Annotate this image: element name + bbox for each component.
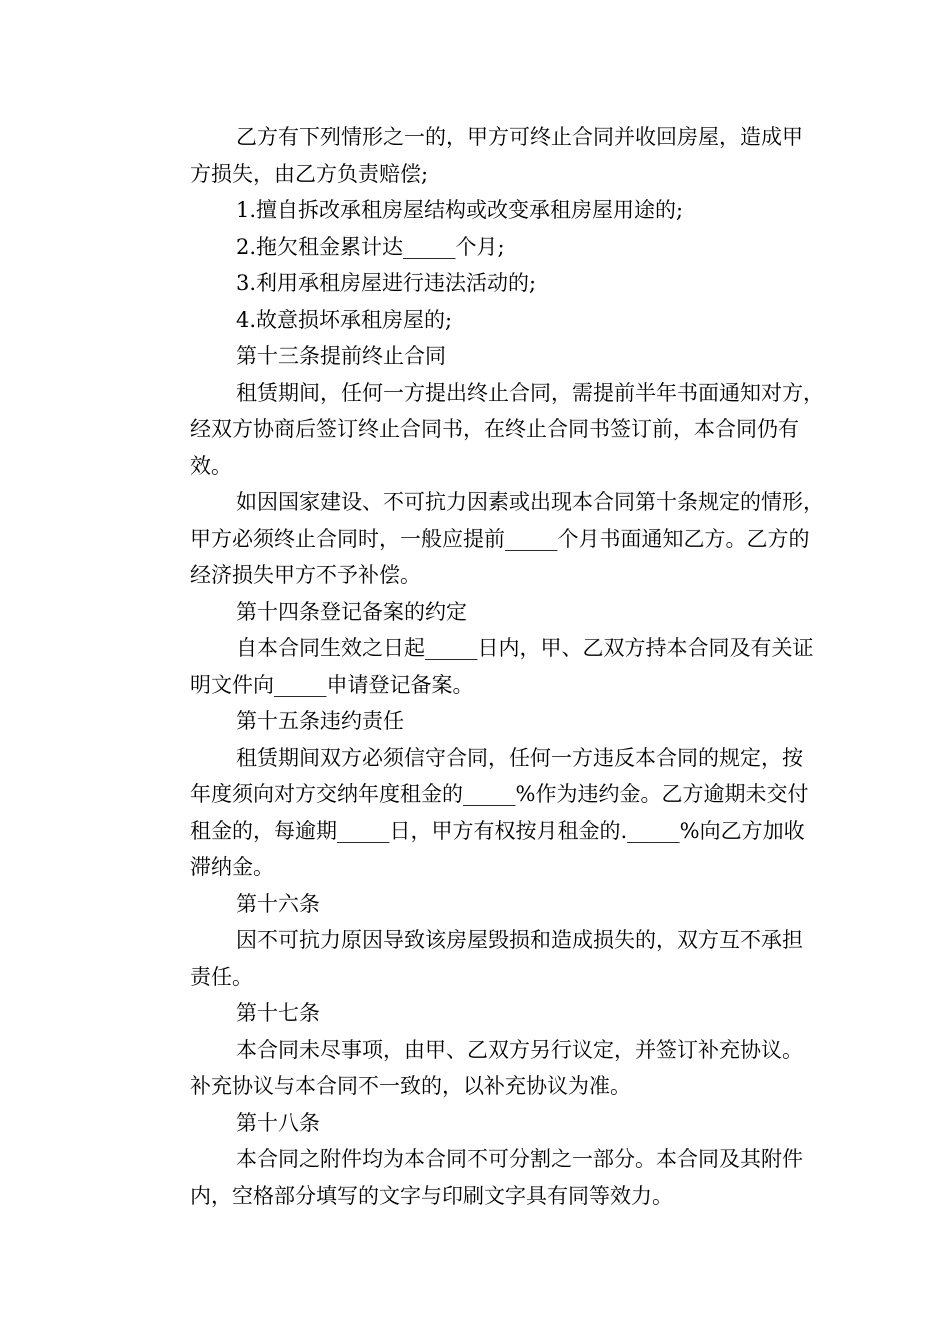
text-line: 本合同之附件均为本合同不可分割之一部分。本合同及其附件 xyxy=(236,1147,803,1171)
article-14-heading xyxy=(144,594,834,631)
text-line: 如因国家建设、不可抗力因素或出现本合同第十条规定的情形， xyxy=(236,490,824,514)
paragraph-early-termination xyxy=(144,375,834,485)
article-15-heading xyxy=(144,703,834,740)
list-item-1 xyxy=(144,192,834,229)
article-16-heading xyxy=(144,886,834,923)
text-line: 3.利用承租房屋进行违法活动的; xyxy=(236,271,537,295)
text-line: 租赁期间双方必须信守合同，任何一方违反本合同的规定，按 xyxy=(236,745,803,770)
text-line: 方损失，由乙方负责赔偿; xyxy=(190,161,429,186)
document-body xyxy=(144,119,834,1214)
text-line: 第十四条登记备案的约定 xyxy=(236,599,467,624)
text-line: 乙方有下列情形之一的，甲方可终止合同并收回房屋，造成甲 xyxy=(236,125,803,149)
paragraph-termination-conditions xyxy=(144,119,834,192)
paragraph-registration xyxy=(144,630,834,703)
text-line: 明文件向_____申请登记备案。 xyxy=(190,672,474,697)
text-line: 滞纳金。 xyxy=(190,855,274,879)
text-line: 租金的，每逾期_____日，甲方有权按月租金的._____%向乙方加收 xyxy=(190,818,805,843)
paragraph-force-majeure-termination xyxy=(144,484,834,594)
text-line: 经双方协商后签订终止合同书，在终止合同书签订前，本合同仍有 xyxy=(190,417,799,441)
text-line: 效。 xyxy=(190,453,232,478)
text-line: 责任。 xyxy=(190,964,253,989)
list-item-4 xyxy=(144,302,834,339)
text-line: 第十八条 xyxy=(236,1110,320,1135)
text-line: 第十六条 xyxy=(236,891,320,916)
text-line: 1.擅自拆改承租房屋结构或改变承租房屋用途的; xyxy=(236,198,684,222)
text-line: 第十七条 xyxy=(236,1001,320,1025)
text-line: 内，空格部分填写的文字与印刷文字具有同等效力。 xyxy=(190,1183,673,1208)
paragraph-supplementary-agreement xyxy=(144,1032,834,1105)
text-line: 甲方必须终止合同时，一般应提前_____个月书面通知乙方。乙方的 xyxy=(190,526,810,551)
text-line: 补充协议与本合同不一致的，以补充协议为准。 xyxy=(190,1074,631,1098)
article-13-heading xyxy=(144,338,834,375)
text-line: 年度须向对方交纳年度租金的_____%作为违约金。乙方逾期未交付 xyxy=(190,782,809,806)
text-line: 第十五条违约责任 xyxy=(236,709,404,733)
text-line: 4.故意损坏承租房屋的; xyxy=(236,307,453,332)
article-17-heading xyxy=(144,995,834,1032)
article-18-heading xyxy=(144,1105,834,1142)
list-item-3 xyxy=(144,265,834,302)
paragraph-attachments xyxy=(144,1141,834,1214)
text-line: 自本合同生效之日起_____日内，甲、乙双方持本合同及有关证 xyxy=(236,636,814,660)
text-line: 租赁期间，任何一方提出终止合同，需提前半年书面通知对方， xyxy=(236,380,824,405)
paragraph-breach-liability xyxy=(144,740,834,886)
text-line: 经济损失甲方不予补偿。 xyxy=(190,563,421,587)
list-item-2 xyxy=(144,229,834,266)
text-line: 2.拖欠租金累计达_____个月; xyxy=(236,234,505,259)
text-line: 本合同未尽事项，由甲、乙双方另行议定，并签订补充协议。 xyxy=(236,1037,803,1062)
text-line: 第十三条提前终止合同 xyxy=(236,344,446,368)
paragraph-force-majeure-liability xyxy=(144,922,834,995)
text-line: 因不可抗力原因导致该房屋毁损和造成损失的，双方互不承担 xyxy=(236,928,803,952)
